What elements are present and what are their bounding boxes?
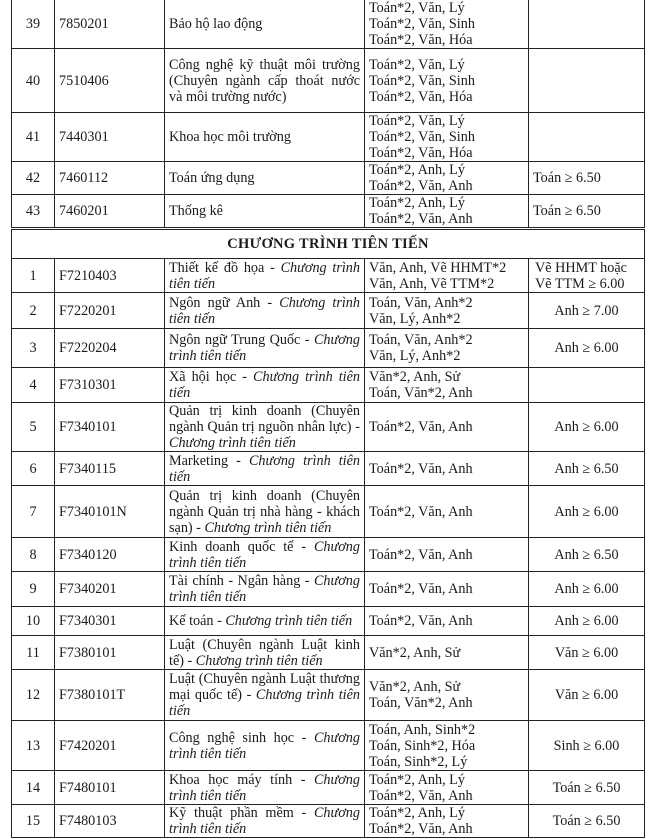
subject-combo: Toán*2, Văn, Sinh <box>369 72 475 89</box>
row-number: 7 <box>12 486 55 538</box>
row-number: 8 <box>12 538 55 572</box>
subject-combo: Văn, Anh, Vẽ TTM*2 <box>369 275 495 292</box>
program-code: F7480103 <box>55 805 165 838</box>
program-type: Chương trình tiên tiến <box>169 687 361 719</box>
table-row <box>12 670 645 721</box>
subject-combinations <box>365 162 529 195</box>
row-number: 41 <box>12 113 55 162</box>
subject-combinations <box>365 329 529 368</box>
row-number: 10 <box>12 607 55 636</box>
table-row <box>12 368 645 403</box>
subject-combo: Toán*2, Văn, Sinh <box>369 16 475 32</box>
subject-combo: Toán*2, Văn, Anh <box>369 581 473 597</box>
program-name: Ngôn ngữ Trung Quốc - <box>169 332 314 348</box>
subject-combo: Toán, Anh, Sinh*2 <box>369 721 476 738</box>
program-code: F7210403 <box>55 259 165 293</box>
row-number: 14 <box>12 771 55 805</box>
row-number: 43 <box>12 195 55 229</box>
subject-combo: Toán*2, Văn, Sinh <box>369 129 475 145</box>
table-body-advanced <box>12 259 645 838</box>
program-code: F7340120 <box>55 538 165 572</box>
program-name-cell <box>165 721 365 771</box>
min-score-requirement: Toán ≥ 6.50 <box>529 162 645 195</box>
program-type: Chương trình tiên tiến <box>169 573 360 605</box>
program-name: Tài chính - Ngân hàng - <box>169 573 314 589</box>
table-row <box>12 195 645 229</box>
table-row <box>12 607 645 636</box>
subject-combo: Toán*2, Văn, Anh <box>369 503 473 520</box>
table-row <box>12 113 645 162</box>
min-score-requirement <box>529 113 645 162</box>
program-name-cell <box>165 49 365 113</box>
program-name-cell <box>165 805 365 838</box>
min-score-requirement: Toán ≥ 6.50 <box>529 195 645 229</box>
subject-combo: Toán*2, Văn, Anh <box>369 821 473 837</box>
program-type: Chương trình tiên tiến <box>195 652 323 669</box>
subject-combo: Toán*2, Anh, Lý <box>369 162 465 178</box>
subject-combo: Toán, Sinh*2, Hóa <box>369 737 476 754</box>
table-row <box>12 636 645 670</box>
table-row <box>12 572 645 607</box>
table-row <box>12 162 645 195</box>
program-code: F7220204 <box>55 329 165 368</box>
subject-combo: Toán*2, Văn, Anh <box>369 178 473 194</box>
subject-combo: Văn, Anh, Vẽ HHMT*2 <box>369 259 507 276</box>
min-score-requirement: Anh ≥ 6.50 <box>529 452 645 486</box>
section-title: CHƯƠNG TRÌNH TIÊN TIẾN <box>12 229 645 259</box>
subject-combo: Văn*2, Anh, Sử <box>369 679 461 695</box>
program-name: Khoa học máy tính - <box>169 771 314 788</box>
row-number: 3 <box>12 329 55 368</box>
table-row <box>12 49 645 113</box>
program-name-cell <box>165 771 365 805</box>
min-score-requirement: Văn ≥ 6.00 <box>529 670 645 721</box>
min-score-requirement: Văn ≥ 6.00 <box>529 636 645 670</box>
program-name-cell <box>165 452 365 486</box>
program-name-cell <box>165 113 365 162</box>
subject-combinations <box>365 452 529 486</box>
min-score-requirement: Toán ≥ 6.50 <box>529 771 645 805</box>
table-row <box>12 771 645 805</box>
subject-combo: Toán*2, Văn, Lý <box>369 0 465 16</box>
min-score-requirement: Vẽ HHMT hoặc Vẽ TTM ≥ 6.00 <box>529 259 645 293</box>
row-number: 5 <box>12 403 55 452</box>
table-row <box>12 721 645 771</box>
subject-combo: Toán*2, Văn, Anh <box>369 460 473 477</box>
program-type: Chương trình tiên tiến <box>204 519 332 536</box>
subject-combinations <box>365 771 529 805</box>
subject-combinations <box>365 49 529 113</box>
min-score-requirement: Anh ≥ 6.00 <box>529 403 645 452</box>
subject-combo: Toán, Văn*2, Anh <box>369 695 473 711</box>
min-score-requirement: Anh ≥ 6.50 <box>529 538 645 572</box>
subject-combo: Văn, Lý, Anh*2 <box>369 348 461 364</box>
program-type: Chương trình tiên tiến <box>169 538 360 571</box>
program-name: Toán ứng dụng <box>169 170 255 186</box>
table-row <box>12 259 645 293</box>
program-type: Chương trình tiên tiến <box>169 452 360 485</box>
subject-combo: Toán*2, Anh, Lý <box>369 805 465 821</box>
program-code: F7340301 <box>55 607 165 636</box>
table-row <box>12 805 645 838</box>
program-name-cell <box>165 486 365 538</box>
subject-combo: Văn*2, Anh, Sử <box>369 644 461 661</box>
min-score-requirement: Anh ≥ 6.00 <box>529 329 645 368</box>
subject-combo: Toán*2, Văn, Lý <box>369 56 465 73</box>
subject-combo: Toán, Văn, Anh*2 <box>369 294 473 311</box>
subject-combinations <box>365 805 529 838</box>
subject-combo: Văn*2, Anh, Sử <box>369 369 461 385</box>
table-body-standard <box>12 0 645 229</box>
row-number: 42 <box>12 162 55 195</box>
table-row <box>12 329 645 368</box>
program-code: F7380101T <box>55 670 165 721</box>
program-code: F7340201 <box>55 572 165 607</box>
program-code: 7850201 <box>55 0 165 49</box>
program-code: 7460112 <box>55 162 165 195</box>
row-number: 6 <box>12 452 55 486</box>
program-name: Ngôn ngữ Anh - <box>169 294 280 311</box>
subject-combo: Toán*2, Văn, Anh <box>369 546 473 563</box>
program-name: Quản trị kinh doanh (Chuyên ngành Quản trị nguồn nhân lực) - <box>169 403 360 435</box>
subject-combo: Toán, Văn*2, Anh <box>369 385 473 401</box>
program-code: F7340115 <box>55 452 165 486</box>
min-score-requirement: Anh ≥ 6.00 <box>529 607 645 636</box>
program-name-cell <box>165 670 365 721</box>
subject-combo: Toán, Văn, Anh*2 <box>369 332 473 348</box>
program-name: Khoa học môi trường <box>169 129 291 145</box>
program-type: Chương trình tiên tiến <box>169 435 296 451</box>
program-type: Chương trình tiên tiến <box>169 729 360 762</box>
table-row <box>12 452 645 486</box>
program-code: F7380101 <box>55 636 165 670</box>
subject-combo: Toán*2, Văn, Hóa <box>369 145 473 161</box>
table-row <box>12 293 645 329</box>
program-type: Chương trình tiên tiến <box>225 613 353 629</box>
program-name: Xã hội học - <box>169 369 254 385</box>
subject-combo: Toán*2, Văn, Anh <box>369 211 473 227</box>
program-code: 7510406 <box>55 49 165 113</box>
program-name-cell <box>165 572 365 607</box>
program-type: Chương trình tiên tiến <box>169 332 360 364</box>
program-name: Công nghệ kỹ thuật môi trường (Chuyên ngành cấp thoát nước và môi trường nước) <box>169 56 360 105</box>
program-name: Marketing - <box>169 452 249 469</box>
program-name-cell <box>165 607 365 636</box>
program-name-cell <box>165 293 365 329</box>
program-code: 7460201 <box>55 195 165 229</box>
program-code: F7220201 <box>55 293 165 329</box>
subject-combinations <box>365 721 529 771</box>
subject-combo: Toán*2, Văn, Hóa <box>369 88 473 105</box>
subject-combinations <box>365 259 529 293</box>
program-name-cell <box>165 636 365 670</box>
min-score-requirement: Anh ≥ 7.00 <box>529 293 645 329</box>
program-name: Quản trị kinh doanh (Chuyên ngành Quản trị nhà hàng - khách sạn) - <box>169 487 360 536</box>
program-code: F7480101 <box>55 771 165 805</box>
program-name: Bảo hộ lao động <box>169 16 263 32</box>
min-score-requirement: Sinh ≥ 6.00 <box>529 721 645 771</box>
program-type: Chương trình tiên tiến <box>169 294 360 327</box>
program-name: Kinh doanh quốc tế - <box>169 538 314 555</box>
program-name-cell <box>165 195 365 229</box>
row-number: 11 <box>12 636 55 670</box>
subject-combinations <box>365 195 529 229</box>
row-number: 15 <box>12 805 55 838</box>
program-name-cell <box>165 259 365 293</box>
subject-combo: Toán*2, Văn, Lý <box>369 113 465 129</box>
program-name: Luật (Chuyên ngành Luật kinh tế) - <box>169 636 360 669</box>
program-name: Thống kê <box>169 203 223 219</box>
row-number: 13 <box>12 721 55 771</box>
table-row <box>12 538 645 572</box>
row-number: 40 <box>12 49 55 113</box>
subject-combinations <box>365 403 529 452</box>
row-number: 1 <box>12 259 55 293</box>
program-code: F7340101 <box>55 403 165 452</box>
program-name-cell <box>165 329 365 368</box>
section-header-group <box>12 229 645 259</box>
program-name: Thiết kế đồ họa - <box>169 259 281 276</box>
row-number: 39 <box>12 0 55 49</box>
program-type: Chương trình tiên tiến <box>169 369 360 401</box>
program-name-cell <box>165 368 365 403</box>
program-code: 7440301 <box>55 113 165 162</box>
min-score-requirement <box>529 49 645 113</box>
admission-table <box>11 0 645 838</box>
subject-combinations <box>365 636 529 670</box>
min-score-requirement: Toán ≥ 6.50 <box>529 805 645 838</box>
min-score-requirement <box>529 0 645 49</box>
subject-combinations <box>365 368 529 403</box>
program-code: F7340101N <box>55 486 165 538</box>
program-type: Chương trình tiên tiến <box>169 259 360 292</box>
table-row <box>12 0 645 49</box>
table-row <box>12 486 645 538</box>
min-score-requirement: Anh ≥ 6.00 <box>529 486 645 538</box>
program-name: Luật (Chuyên ngành Luật thương mại quốc tế) - <box>169 671 360 703</box>
program-type: Chương trình tiên tiến <box>169 805 360 837</box>
program-name-cell <box>165 538 365 572</box>
table-row <box>12 403 645 452</box>
subject-combo: Toán*2, Văn, Anh <box>369 613 473 629</box>
subject-combo: Toán*2, Văn, Hóa <box>369 32 473 48</box>
program-type: Chương trình tiên tiến <box>169 771 360 804</box>
subject-combo: Văn, Lý, Anh*2 <box>369 310 461 327</box>
subject-combo: Toán*2, Anh, Lý <box>369 195 465 211</box>
program-name: Kỹ thuật phần mềm - <box>169 805 314 821</box>
program-name: Công nghệ sinh học - <box>169 729 314 746</box>
program-name-cell <box>165 162 365 195</box>
row-number: 9 <box>12 572 55 607</box>
section-header-row <box>12 229 645 259</box>
subject-combo: Toán*2, Văn, Anh <box>369 419 473 435</box>
program-name: Kế toán - <box>169 613 226 629</box>
row-number: 2 <box>12 293 55 329</box>
program-name-cell <box>165 403 365 452</box>
subject-combo: Toán*2, Văn, Anh <box>369 787 473 804</box>
subject-combinations <box>365 293 529 329</box>
subject-combinations <box>365 670 529 721</box>
subject-combinations <box>365 0 529 49</box>
row-number: 12 <box>12 670 55 721</box>
program-code: F7420201 <box>55 721 165 771</box>
subject-combo: Toán*2, Anh, Lý <box>369 771 465 788</box>
program-name-cell <box>165 0 365 49</box>
subject-combinations <box>365 486 529 538</box>
min-score-requirement <box>529 368 645 403</box>
subject-combo: Toán, Sinh*2, Lý <box>369 753 468 770</box>
subject-combinations <box>365 113 529 162</box>
subject-combinations <box>365 572 529 607</box>
subject-combinations <box>365 538 529 572</box>
min-score-requirement: Anh ≥ 6.00 <box>529 572 645 607</box>
row-number: 4 <box>12 368 55 403</box>
subject-combinations <box>365 607 529 636</box>
program-code: F7310301 <box>55 368 165 403</box>
